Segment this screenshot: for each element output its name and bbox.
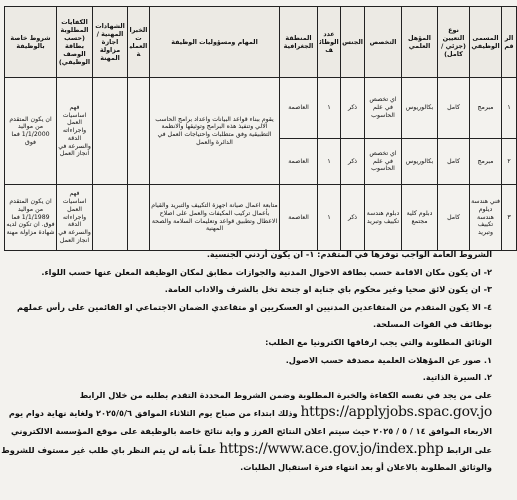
documents-heading: الوثائق المطلوبة والتي يجب ارفاقها الكترونيا مع الطلب: bbox=[265, 336, 492, 347]
header-gender: الجنس bbox=[341, 7, 365, 78]
apply-note: علماً بأنه لن يتم النظر باي طلب غير مستوف للشروط bbox=[1, 444, 217, 455]
document-cv: ٢. السيرة الذاتية. bbox=[422, 372, 492, 383]
cell-count: ١ bbox=[318, 78, 341, 139]
cell-title: مبرمج bbox=[470, 139, 502, 185]
cell-qualification: بكالوريوس bbox=[402, 139, 438, 185]
cell-qualification: دبلوم كلية مجتمع bbox=[402, 185, 438, 251]
cell-gender: ذكر bbox=[341, 139, 365, 185]
cell-region: العاصمة bbox=[280, 78, 318, 139]
apply-line-1: على من يجد في نفسه الكفاءة والخبرة المطلوبة وضمن الشروط المحددة التقدم بطلبه من خلال الرابط bbox=[79, 389, 492, 400]
cell-num: ٣ bbox=[502, 185, 517, 251]
cell-type: كامل bbox=[438, 78, 470, 139]
cell-num: ٢ bbox=[502, 139, 517, 185]
condition-retirees: ٤- الا يكون المتقدم من المتقاعدين المدنيين او العسكريين او متقاعدي الضمان الاجتماعي او القائمين على رأس عملهم bbox=[16, 301, 492, 312]
header-certs: الشهادات المهنية / اجازة مزاولة المهنة bbox=[93, 7, 128, 78]
apply-line-5: والوثائق المطلوبة بالاعلان أو بعد انتهاء فترة استقبال الطلبات. bbox=[240, 462, 492, 473]
cell-gender: ذكر bbox=[341, 78, 365, 139]
cell-type: كامل bbox=[438, 185, 470, 251]
cell-title: فني هندسة ديلوم هندسة تكييف وتبريد bbox=[470, 185, 502, 251]
header-competencies: الكفايات المطلوبة (حسب بطاقة الوصف الوظيفي) bbox=[57, 7, 93, 78]
header-qualification: المؤهل العلمي bbox=[402, 7, 438, 78]
cell-conditions: ان يكون المتقدم من مواليد 1/1/1989 فما فوق. ان تكون لديه شهادة مزاولة مهنة bbox=[5, 185, 57, 251]
cell-experience bbox=[128, 78, 150, 185]
cell-duties: متابعة اعمال صيانة اجهزة التكييف والتبريد والقيام بأعمال تركيب المكيفات والعمل على اصلاح الاعطال وتطبيق قواعد وتعليمات السلامة والصحة المهنية bbox=[150, 185, 280, 251]
cell-specialty: دبلوم هندسة تكييف وتبريد bbox=[365, 185, 402, 251]
general-conditions-heading: الشروط العامة الواجب توفرها في المتقدم: ١- ان يكون أردني الجنسية. bbox=[206, 249, 492, 259]
apply-jobs-link[interactable]: https://applyjobs.spac.gov.jo bbox=[300, 404, 492, 421]
condition-retirees-cont: بوظائف في القوات المسلحة. bbox=[373, 319, 492, 330]
apply-line-3: الاربعاء الموافق ١٤ / ٥ / ٢٠٢٥ حيث سيتم اعلان النتائج الفرز و واية نتائج خاصة بالوظيفة على موقع المؤسسة الالكتروني bbox=[11, 425, 492, 436]
header-duties: المهام ومسؤوليات الوظيفة bbox=[150, 7, 280, 78]
announcement-body bbox=[1, 246, 492, 477]
condition-residence: ٢- ان يكون مكان الاقامة حسب بطاقة الاحوال المدنية والجوازات مطابق لمكان الوظيفة المعلن عنها حسب اللواء. bbox=[41, 266, 492, 277]
cell-region: العاصمة bbox=[280, 185, 318, 251]
cell-title: مبرمج bbox=[470, 78, 502, 139]
cell-num: ١ bbox=[502, 78, 517, 139]
cell-competencies: فهم اساسيات العمل واجراءاته الدقة والسرعة في انجاز العمل bbox=[57, 185, 93, 251]
header-region: المنطقة الجغرافية bbox=[280, 7, 318, 78]
apply-period-start: وذلك ابتداء من صباح يوم الثلاثاء الموافق ٢٠٢٥/٥/٦ ولغاية نهاية دوام يوم bbox=[8, 408, 298, 419]
document-certificates: ١. صور عن المؤهلات العلمية مصدقة حسب الاصول. bbox=[285, 354, 492, 365]
apply-line-4 bbox=[1, 440, 492, 460]
header-title: المسمى الوظيفي bbox=[470, 7, 502, 78]
cell-type: كامل bbox=[438, 139, 470, 185]
cell-duties: يقوم ببناء قواعد البيانات واعداد برامج الحاسب الالي وتنفيذ هذه البرامج وتوثيقها والانظمة التطبيقية وفق متطلبات واحتياجات العمل في الدائرة والعمل bbox=[150, 78, 280, 185]
apply-link-label: على الرابط bbox=[446, 444, 492, 455]
cell-gender: ذكر bbox=[341, 185, 365, 251]
job-vacancies-table bbox=[4, 6, 517, 251]
header-experience: الخبرات العملية bbox=[128, 7, 150, 78]
cell-count: ١ bbox=[318, 139, 341, 185]
table-row bbox=[5, 78, 517, 139]
cell-certs bbox=[93, 78, 128, 185]
apply-line-2 bbox=[8, 404, 492, 423]
header-specialty: التخصص bbox=[365, 7, 402, 78]
cell-region: العاصمة bbox=[280, 139, 318, 185]
cell-specialty: اي تخصص في علم الحاسوب bbox=[365, 78, 402, 139]
cell-competencies: فهم اساسيات العمل واجراءاته الدقة والسرعة في انجاز العمل bbox=[57, 78, 93, 185]
header-conditions: شروط خاصة بالوظيفة bbox=[5, 7, 57, 78]
ace-website-link[interactable]: https://www.ace.gov.jo/index.php bbox=[219, 440, 444, 457]
header-num: الرقم bbox=[502, 7, 517, 78]
cell-count: ١ bbox=[318, 185, 341, 251]
table-header-row bbox=[5, 7, 517, 78]
cell-conditions: ان يكون المتقدم من مواليد 1/1/2000 فما فوق bbox=[5, 78, 57, 185]
cell-experience bbox=[128, 185, 150, 251]
cell-certs bbox=[93, 185, 128, 251]
cell-specialty: اي تخصص في علم الحاسوب bbox=[365, 139, 402, 185]
header-type: نوع التعيين (جزئي / كامل) bbox=[438, 7, 470, 78]
condition-health: ٣- ان يكون لائق صحيا وغير محكوم باي جناية او جنحة تخل بالشرف والاداب العامة. bbox=[164, 284, 492, 295]
table-row bbox=[5, 185, 517, 251]
header-count: عدد الوظائف bbox=[318, 7, 341, 78]
cell-qualification: بكالوريوس bbox=[402, 78, 438, 139]
